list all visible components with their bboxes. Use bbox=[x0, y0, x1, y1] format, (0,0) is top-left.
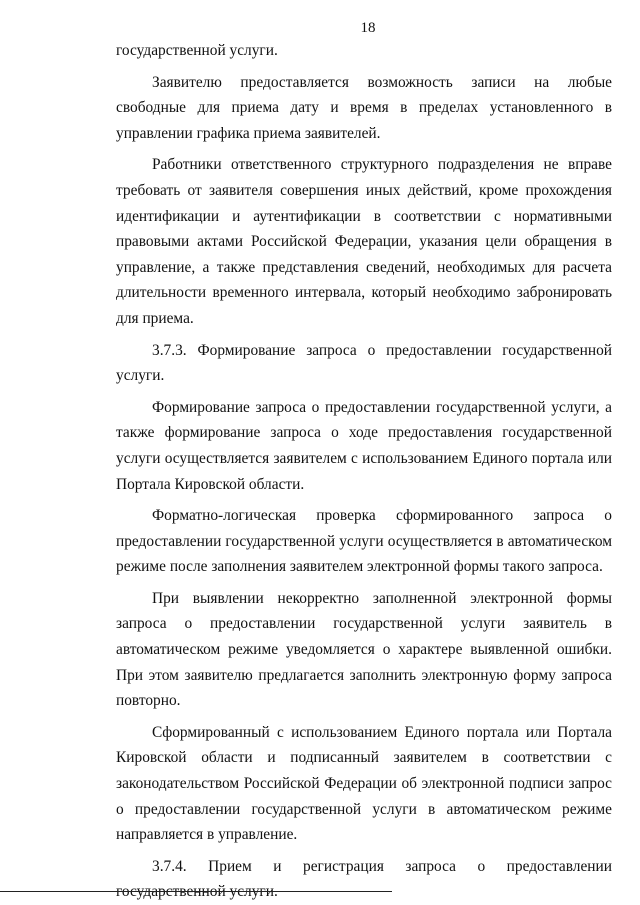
page-number: 18 bbox=[360, 20, 376, 36]
paragraph-appointment-booking: Заявителю предоставляется возможность записи на любые свободные для приема дату и время в пределах установленного в управлении графика приема заявителей. bbox=[116, 73, 612, 142]
footer-divider bbox=[0, 891, 392, 892]
section-heading-3-7-4: 3.7.4. Прием и регистрация запроса о предоставлении государственной услуги. bbox=[116, 857, 612, 901]
section-heading-3-7-3: 3.7.3. Формирование запроса о предоставлении государственной услуги. bbox=[116, 341, 612, 385]
paragraph-staff-restrictions: Работники ответственного структурного подразделения не вправе требовать от заявителя совершения иных действий, кроме прохождения идентификации и аутентификации в соответствии с нормативными правовыми актами Российской Федерации, указания цели обращения в управление, а также представления сведений, необходимых для расчета длительности временного интервала, который необходимо забронировать для приема. bbox=[116, 156, 612, 327]
document-body bbox=[116, 38, 612, 905]
paragraph-continuation: государственной услуги. bbox=[116, 42, 278, 59]
paragraph-request-submission: Сформированный с использованием Единого портала или Портала Кировской области и подписанный заявителем в соответствии с законодательством Российской Федерации об электронной подписи запрос о предоставлении государственной услуги в автоматическом режиме направляется в управление. bbox=[116, 723, 612, 844]
paragraph-error-notification: При выявлении некорректно заполненной электронной формы запроса о предоставлении государственной услуги заявитель в автоматическом режиме уведомляется о характере выявленной ошибки. При этом заявителю предлагается заполнить электронную форму запроса повторно. bbox=[116, 589, 612, 710]
paragraph-request-formation: Формирование запроса о предоставлении государственной услуги, а также формирование запроса о ходе предоставления государственной услуги осуществляется заявителем с использованием Единого портала или Портала Кировской области. bbox=[116, 398, 612, 493]
paragraph-format-check: Форматно-логическая проверка сформированного запроса о предоставлении государственной услуги осуществляется в автоматическом режиме после заполнения заявителем электронной формы такого запроса. bbox=[116, 507, 612, 576]
